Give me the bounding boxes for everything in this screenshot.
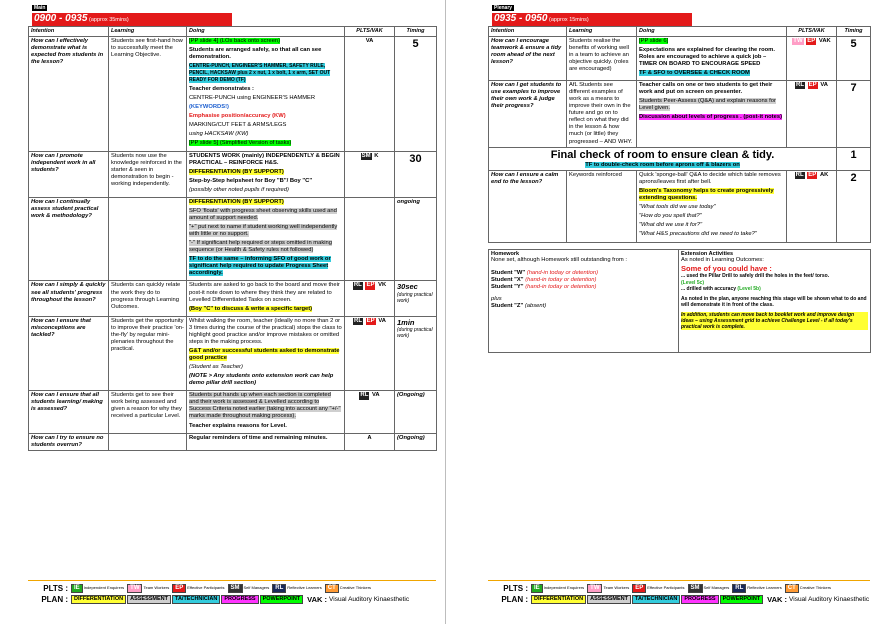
doing-text: (Boy "C" to discuss & write a specific target) [189,305,313,312]
plts-badge: RL [796,82,805,89]
timing-cell [395,316,437,391]
page-divider [445,0,446,624]
plts-badge: EP [808,82,817,89]
doing-text: Students are arranged safely, so that all can see demonstration. [189,46,322,60]
doing-text: TF & SFO to OVERSEE & CHECK ROOM [639,69,750,76]
timing-cell [837,171,871,243]
column-header: Learning [567,27,637,37]
vak-code: K [374,152,379,159]
plan-key-chip: ASSESSMENT [127,595,171,604]
doing-line [189,187,342,194]
plts-key-label: PLTS : [43,583,68,593]
column-header: Intention [29,27,109,37]
doing-line [639,231,784,238]
doing-line [189,240,342,254]
doing-line [639,114,784,121]
column-header: PLTS/VAK [345,27,395,37]
plan-key-chip: DIFFERENTIATION [71,595,126,604]
doing-text: "-" If significant help required or steps omitted in making sequence (or Health & Safety rules not followed) [189,240,332,254]
timing-value: 5 [850,37,857,50]
plan-key-chip: TA/TECHNICIAN [632,595,680,604]
plts-key-desc: Creative Thinkers [339,585,372,591]
key-footer-main [28,580,436,605]
doing-line [189,256,342,277]
plts-key-chip: EP [632,584,646,593]
table-header-row [489,27,871,37]
plenary-plan-table [488,26,871,243]
timing-value: (Ongoing) [397,434,425,441]
intention-cell: How can I encourage teamwork & ensure a tidy room ahead of the next lesson? [489,36,567,80]
plts-key-desc: Effective Participants [187,585,225,591]
doing-line [639,213,784,220]
doing-text: DIFFERENTIATION (BY SUPPORT) [189,168,284,175]
doing-text: Whilst walking the room, teacher (ideally no more than 2 or 3 times during the course of the practical) stops the class to highlight good practice and/or improve mistakes or omitted steps in the making process. [189,317,342,345]
timing-cell [837,81,871,148]
doing-cell [187,197,345,281]
plan-key-label: PLAN : [501,594,528,604]
plts-badge: EP [808,172,817,179]
vak-key-text: Visual Auditory Kinaesthetic [329,595,410,603]
plts-key-chip: CT [785,584,799,593]
learning-cell [109,197,187,281]
student-name: Student "Z" [491,302,524,309]
student-note: (hand-in today or detention) [526,270,598,277]
plts-key-chip: TW [127,584,142,593]
plenary-page [488,0,870,353]
timing-value: 5 [412,37,419,50]
extension-line2: ... drilled with accuracy [681,285,737,292]
vak-code: VA [372,392,380,399]
time-banner [32,13,232,26]
vak-code: VA [365,37,374,44]
table-body [29,36,437,450]
student-note: (hand-in today or detention) [525,284,597,291]
timing-value: 2 [850,172,857,185]
doing-line [189,348,342,362]
doing-line [189,63,342,84]
plts-cell [345,433,395,450]
vak-code: VAK [818,37,831,44]
table-row [489,81,871,148]
timing-note: (during practical work) [397,326,433,339]
doing-text: DIFFERENTIATION (BY SUPPORT) [189,198,284,205]
doing-text: Teacher calls on one or two students to get their work and put on screen on presenter. [639,82,773,96]
time-note: (approx 35mins) [89,17,129,23]
plts-badge: RL [353,282,362,289]
plts-key-desc: Independent Enquirers [83,585,125,591]
plts-key-desc: Reflective Learners [747,585,782,591]
plts-key-chip: TW [587,584,602,593]
plts-badge: EP [807,37,816,44]
doing-line [189,373,342,387]
doing-text: MARKING/CUT FEET & ARMS/LEGS [189,122,287,129]
timing-value: 30 [409,152,422,165]
main-header [28,0,436,26]
plts-key-chip: EP [172,584,186,593]
homework-student-last [491,303,676,310]
homework-extension-table [488,249,871,353]
plts-badge: TW [793,37,803,44]
plts-key-chip: SM [688,584,703,593]
doing-text: Teacher demonstrates : [189,86,254,93]
extension-note: As noted in the plan, anyone reaching this stage will be shown what to do and will demonstrate it in front of the class. [681,295,867,308]
extension-intro: As noted in Learning Outcomes: [681,257,764,264]
doing-text: "How do you spell that?" [639,213,702,220]
doing-text: G&T and/or successful students asked to demonstrate good practice [189,347,340,362]
plan-key-chip: PROGRESS [221,595,258,604]
table-row [29,316,437,391]
key-footer-plenary [488,580,870,605]
doing-text: [PP slide 6] [639,37,669,44]
vak-key-label: VAK : [767,594,788,604]
doing-line [639,204,784,211]
table-row [489,36,871,80]
vak-code: VA [378,317,386,324]
doing-line [639,70,784,77]
learning-cell: Keywords reinforced [567,171,637,243]
doing-text: Students Peer-Assess (Q&A) and explain reasons for Level given. [639,98,776,112]
plts-badge: RL [360,392,369,399]
column-header: Doing [187,27,345,37]
plts-badge: RL [354,317,363,324]
timing-note: (during practical work) [397,291,433,304]
intention-cell: How can I promote independent work in all students? [29,151,109,197]
intention-cell: How can I try to ensure no students overrun? [29,433,109,450]
table-row [29,36,437,151]
doing-line [189,423,342,430]
plts-cell [345,36,395,151]
time-note: (approx 15mins) [549,17,589,23]
doing-line [189,95,342,102]
doing-text: CENTRE-PUNCH, ENGINEER'S HAMMER, SAFETY RULE, PENCIL, HACKSAW plus 2 x nut, 1 x bolt, 1 x arm, SET OUT READY FOR DEMO (TF) [189,62,331,84]
plts-cell [787,81,837,148]
extension-could: Some of you could have : [681,264,772,274]
extension-extra: In addition, students can move back to booklet work and improve design ideas – using Assessment grid to achieve Challenge Level - if all today's practical work is complete. [681,312,868,330]
vak-code: AK [819,172,829,179]
learning-cell: Students see first-hand how to successfully meet the Learning Objective. [109,36,187,151]
timing-cell [395,391,437,433]
doing-line [189,435,342,442]
plts-key-desc: Independent Enquirers [543,585,585,591]
doing-cell [637,36,787,80]
doing-text: Students put hands up when each section is completed and their work is assessed & Levelled according to Success Criteria noted earlier (taking into account any "+/-" marks made throughout making process). [189,392,341,420]
time-range: 0935 - 0950 [494,13,548,24]
banner-row [489,147,871,170]
learning-cell: Students realise the benefits of working well in a team to achieve an objective quickly. (roles are encouraged) [567,36,637,80]
intention-cell: How can I effectively demonstrate what is expected from students in the lesson? [29,36,109,151]
time-banner [492,13,692,26]
student-name: Student "Y" [491,284,524,291]
learning-cell: AfL Students see different examples of work as a means to improve their own in the future and go on to reflect on what they did in the lesson & how much (or little) they progressed – AND WHY. [567,81,637,148]
intention-cell: How can I get students to use examples to improve their own work & judge their progress? [489,81,567,148]
doing-cell [187,391,345,433]
plts-key-chip: CT [325,584,339,593]
plts-cell [345,151,395,197]
doing-text: [PP slide 5] (Simplified Version of tasks) [189,140,292,147]
plts-key-label: PLTS : [503,583,528,593]
doing-cell [187,433,345,450]
timing-cell [395,151,437,197]
doing-cell [187,316,345,391]
student-name: Student "W" [491,270,526,277]
extension-level1: (Level 5c) [681,279,705,286]
plan-key-row [28,594,436,605]
doing-line [189,169,342,176]
plts-key-desc: Team Workers [603,585,630,591]
column-header: Intention [489,27,567,37]
plts-key-chip: RL [732,584,746,593]
plts-cell [345,281,395,316]
homework-plus: plus [491,295,502,302]
timing-value: 30sec [397,282,418,292]
plts-cell [787,36,837,80]
doing-line [189,104,342,111]
doing-text: Students are asked to go back to the board and move their post-it note down to where they think they are related to Levelled Differentiated Tasks on screen. [189,282,340,303]
homework-student [491,270,676,277]
plts-key-desc: Self Managers [243,585,270,591]
plts-badge: RL [795,172,804,179]
extension-title: Extension Activities [681,250,734,257]
doing-text: Teacher explains reasons for Level. [189,422,287,429]
column-header: PLTS/VAK [787,27,837,37]
banner-sub: TF to double-check room before aprons off & blazers on [585,161,740,168]
plan-key-chip: PROGRESS [681,595,718,604]
learning-cell: Students get the opportunity to improve their practice 'on-the-fly' by regular mini-plenaries throughout the practical. [109,316,187,391]
doing-line [639,188,784,202]
doing-line [189,86,342,93]
doing-text: CENTRE-PUNCH using ENGINEER'S HAMMER [189,95,316,102]
timing-value: 1min [397,317,415,327]
plan-key-label: PLAN : [41,594,68,604]
vak-code: VA [820,82,828,89]
doing-text: Emphasise position/accuracy (KW) [189,113,286,120]
plan-key-chip: DIFFERENTIATION [531,595,586,604]
doing-cell [637,81,787,148]
doing-line [639,47,784,68]
column-header: Timing [837,27,871,37]
vak-code: A [367,434,372,441]
main-page [28,0,436,451]
student-name: Student "X" [491,277,524,284]
time-range: 0900 - 0935 [34,13,88,24]
student-note: (absent) [524,302,547,309]
doing-line [189,47,342,61]
learning-cell: Students now use the knowledge reinforced in the starter & seen in demonstration to begin - working independently. [109,151,187,197]
plan-key-chip: POWERPOINT [260,595,304,604]
doing-line [189,153,342,167]
table-row [29,433,437,450]
timing-value: (Ongoing) [397,392,425,399]
learning-cell [109,433,187,450]
homework-student-list [491,270,676,291]
doing-text: [PP slide 4] (LOs back onto screen) [189,37,281,44]
doing-text: "What did we use it for?" [639,222,703,229]
plts-key-chip: IE [531,584,543,593]
plts-cell [345,391,395,433]
student-note: (hand-in today or detention) [525,277,597,284]
vak-code: VK [378,282,387,289]
table-row [29,197,437,281]
doing-line [189,140,342,147]
doing-line [189,318,342,346]
plan-key-chip: ASSESSMENT [587,595,631,604]
column-header: Timing [395,27,437,37]
plts-key-chip: IE [71,584,83,593]
learning-cell: Students can quickly relate the work they do to progress through Learning Outcomes. [109,281,187,316]
plan-key-row [488,594,870,605]
table-row [29,151,437,197]
learning-cell: Students get to see their work being assessed and given a reason for why they received a particular Level. [109,391,187,433]
intention-cell: How can I continually assess student practical work & methodology? [29,197,109,281]
doing-line [189,364,342,371]
doing-text: (NOTE > Any students onto extension work can help demo pillar drill section) [189,373,334,387]
homework-intro: None set, although Homework still outstanding from : [491,257,627,264]
plts-cell [787,171,837,243]
doing-line [189,208,342,222]
column-header: Doing [637,27,787,37]
plts-key-chip: RL [272,584,286,593]
doing-cell [187,151,345,197]
extension-line2-row [681,286,868,292]
timing-cell [395,197,437,281]
homework-student [491,284,676,291]
doing-text: Quick 'sponge-ball' Q&A to decide which table removes aprons/leaves first after bell. [639,172,781,186]
column-header: Learning [109,27,187,37]
banner-sub-row [491,162,834,169]
plts-badge: SM [361,152,371,159]
timing-cell [395,281,437,316]
intention-cell: How can I ensure a calm end to the lesson? [489,171,567,243]
extension-line1: ... used the Pillar Drill to safely drill the holes in the feet/ torso. [681,273,830,280]
doing-cell [187,36,345,151]
doing-cell [187,281,345,316]
doing-line [189,282,342,303]
doing-line [189,224,342,238]
table-header-row [29,27,437,37]
doing-line [639,222,784,229]
doing-text: Regular reminders of time and remaining minutes. [189,434,328,441]
doing-text: SFO 'floats' with progress sheet observing skills used and amount of support needed. [189,207,337,221]
table-row [489,171,871,243]
doing-text: (possibly other noted pupils if required) [189,186,289,193]
doing-line [189,122,342,129]
banner-cell [489,147,837,170]
section-label: Main [34,5,46,11]
doing-text: (KEYWORDS!) [189,104,229,111]
vak-key-label: VAK : [307,594,328,604]
table-body [489,36,871,242]
plts-key-row [28,583,436,594]
doing-line [189,113,342,120]
plts-key-desc: Effective Participants [647,585,685,591]
doing-text: (Student as Teacher) [189,364,243,371]
plts-key-desc: Creative Thinkers [799,585,832,591]
plts-key-row [488,583,870,594]
doing-text: "What H&S precautions did we need to take?" [639,231,757,238]
plts-key-desc: Reflective Learners [287,585,322,591]
table-row [29,391,437,433]
plts-cell [345,197,395,281]
homework-student [491,277,676,284]
plan-key-chip: POWERPOINT [720,595,764,604]
doing-text: Expectations are explained for clearing the room. Roles are encouraged to achieve a quick job – TIMER ON BOARD TO ENCOURAGE SPEED [639,46,775,67]
plenary-header [488,0,870,26]
timing-value: 7 [850,82,857,95]
timing-value: ongoing [397,198,420,205]
doing-text: Discussion about levels of progress . (post-it notes) [639,114,783,121]
plts-badge: EP [366,317,375,324]
doing-text: STUDENTS WORK (mainly) INDEPENDENTLY & BEGIN PRACTICAL – REINFORCE H&S. [189,152,340,166]
doing-text: using HACKSAW (KW) [189,131,249,138]
doing-line [639,172,784,186]
plts-cell [345,316,395,391]
banner-text: Final check of room to ensure clean & tidy. [550,148,775,161]
doing-text: Bloom's Taxonomy helps to create progressively extending questions. [639,188,774,202]
doing-line [189,38,342,45]
doing-line [639,98,784,112]
timing-cell [837,36,871,80]
table-row [29,281,437,316]
doing-text: "What tools did we use today" [639,204,716,211]
intention-cell: How can I ensure that all students learning/ making is assessed? [29,391,109,433]
section-label: Plenary [494,5,513,11]
plts-key-desc: Self Managers [703,585,730,591]
doing-line [189,131,342,138]
intention-cell: How can I simply & quickly see all students' progress throughout the lesson? [29,281,109,316]
vak-key-text: Visual Auditory Kinaesthetic [789,595,870,603]
timing-cell [395,36,437,151]
extension-cell [679,249,871,352]
plts-key-chip: SM [228,584,243,593]
extension-level2: (Level 5b) [737,285,761,292]
plan-key-chip: TA/TECHNICIAN [172,595,220,604]
intention-cell: How can I ensure that misconceptions are tackled? [29,316,109,391]
doing-text: TF to do the same – informing SFO of good work or significant help required to update Progress Sheet accordingly. [189,256,331,277]
homework-title: Homework [491,250,520,257]
timing-cell [395,433,437,450]
plts-badge: EP [366,282,375,289]
doing-line [189,199,342,206]
doing-text: Step-by-Step helpsheet for Boy "B"/ Boy "C" [189,177,313,184]
main-plan-table [28,26,437,451]
plts-key-desc: Team Workers [143,585,170,591]
doing-line [639,82,784,96]
banner-timing: 1 [837,147,871,170]
doing-line [639,38,784,45]
doing-line [189,178,342,185]
homework-cell [489,249,679,352]
doing-cell [637,171,787,243]
doing-text: "+" put next to name if student working well independently with little or no support. [189,224,338,238]
doing-line [189,392,342,420]
doing-line [189,306,342,313]
